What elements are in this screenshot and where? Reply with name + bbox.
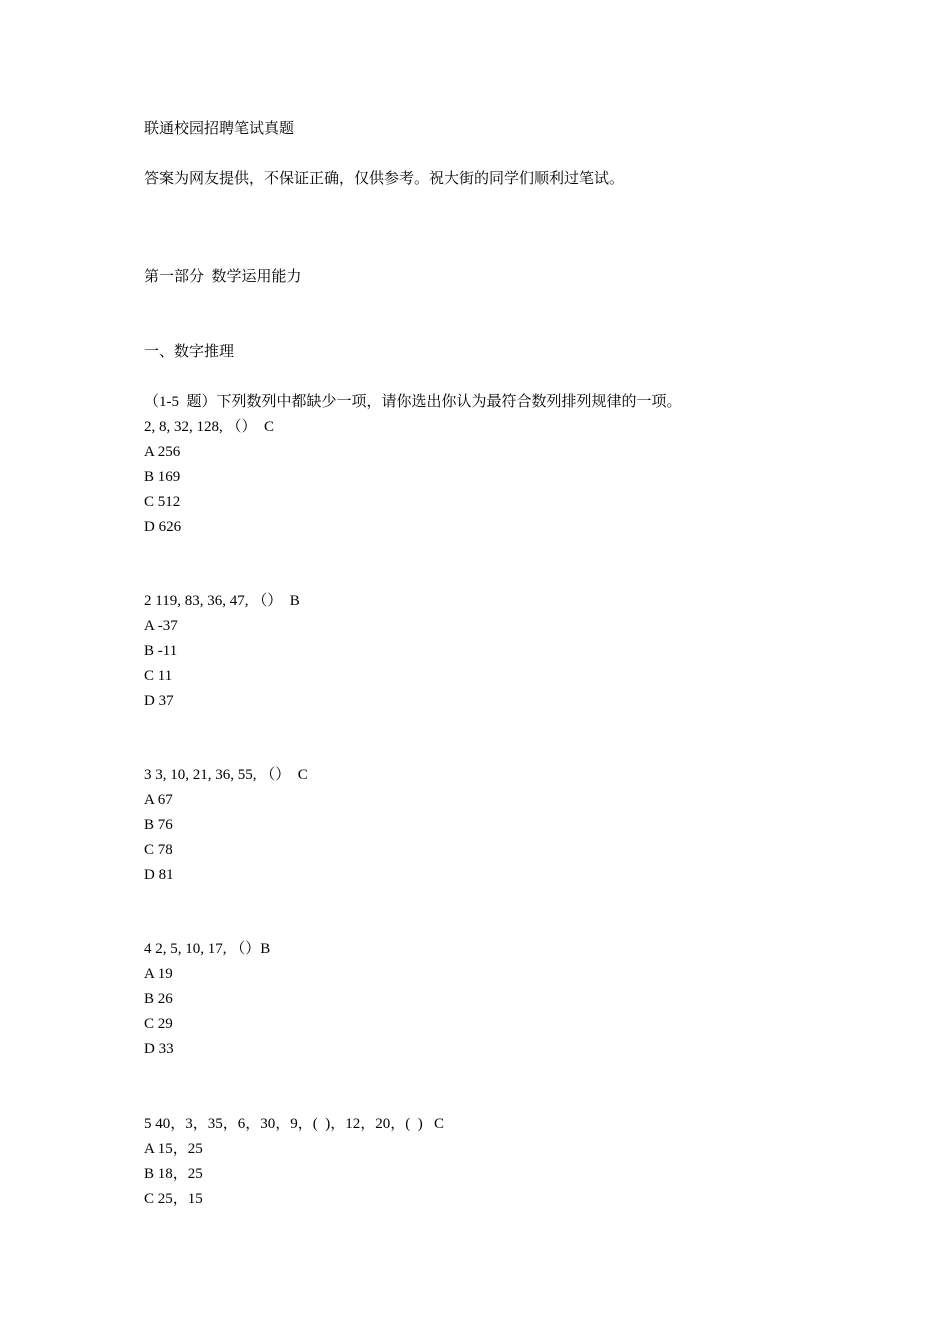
part-heading: 第一部分 数学运用能力 bbox=[144, 269, 302, 285]
question-stem: 4 2, 5, 10, 17, （）B bbox=[144, 941, 271, 957]
question-option: A 19 bbox=[144, 966, 173, 982]
question-option: D 81 bbox=[144, 867, 174, 883]
question-option: C 512 bbox=[144, 494, 181, 510]
question-option: D 37 bbox=[144, 693, 174, 709]
question-option: B 76 bbox=[144, 817, 173, 833]
question-stem: 2 119, 83, 36, 47, （） B bbox=[144, 593, 300, 609]
question-option: C 29 bbox=[144, 1016, 173, 1032]
question-option: A 15，25 bbox=[144, 1141, 203, 1157]
question-option: A 256 bbox=[144, 444, 181, 460]
instruction-text: （1-5 题）下列数列中都缺少一项，请你选出你认为最符合数列排列规律的一项。 bbox=[144, 394, 682, 410]
document-title: 联通校园招聘笔试真题 bbox=[144, 121, 295, 137]
question-option: A -37 bbox=[144, 618, 178, 634]
question-option: C 25，15 bbox=[144, 1191, 203, 1207]
question-option: C 78 bbox=[144, 842, 173, 858]
question-stem: 2, 8, 32, 128, （） C bbox=[144, 419, 275, 435]
question-option: D 33 bbox=[144, 1041, 174, 1057]
question-stem: 5 40，3，35，6，30，9，( )，12，20，( ) C bbox=[144, 1116, 444, 1132]
question-option: B 26 bbox=[144, 991, 173, 1007]
question-option: C 11 bbox=[144, 668, 173, 684]
question-stem: 3 3, 10, 21, 36, 55, （） C bbox=[144, 767, 308, 783]
disclaimer-text: 答案为网友提供，不保证正确，仅供参考。祝大街的同学们顺利过笔试。 bbox=[144, 171, 625, 187]
question-option: B -11 bbox=[144, 643, 178, 659]
question-option: A 67 bbox=[144, 792, 173, 808]
question-option: D 626 bbox=[144, 519, 182, 535]
section-heading: 一、数字推理 bbox=[144, 344, 235, 360]
question-option: B 18，25 bbox=[144, 1166, 203, 1182]
question-option: B 169 bbox=[144, 469, 181, 485]
